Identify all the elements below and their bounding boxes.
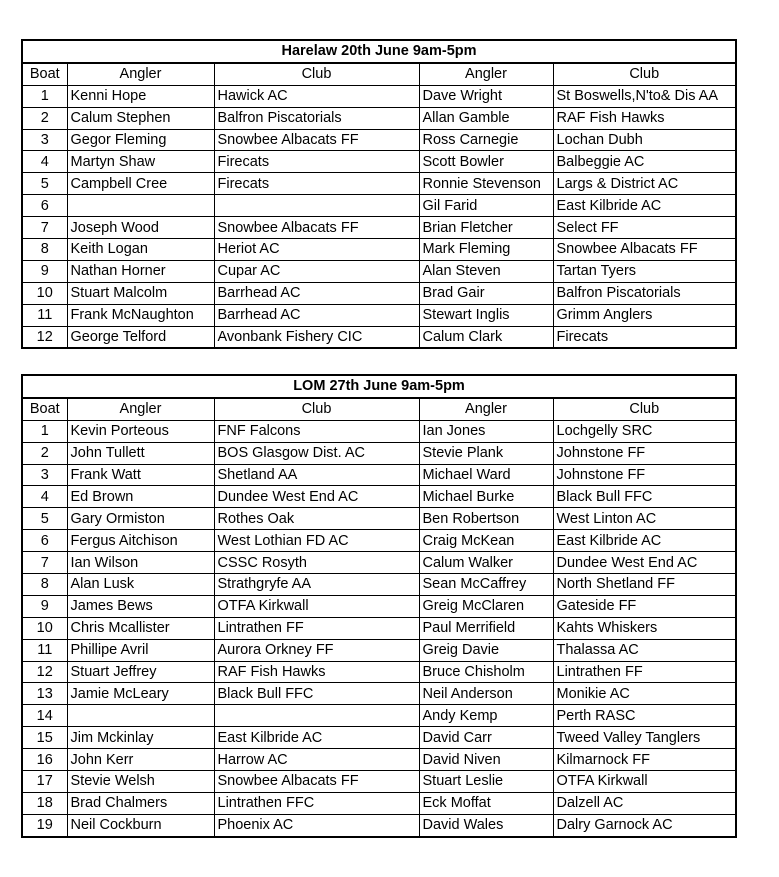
table-body [22,420,736,836]
club-cell: North Shetland FF [553,574,736,596]
angler-cell: Eck Moffat [419,792,553,814]
table-row [22,260,736,282]
club-cell: Kahts Whiskers [553,617,736,639]
column-header-club: Club [214,398,419,420]
table-row [22,107,736,129]
table-body [22,85,736,348]
angler-cell: Jim Mckinlay [67,727,214,749]
club-cell: Snowbee Albacats FF [214,771,419,793]
club-cell: OTFA Kirkwall [214,595,419,617]
boat-number-cell: 12 [22,326,67,348]
table-row [22,326,736,348]
angler-cell: Campbell Cree [67,173,214,195]
club-cell: Gateside FF [553,595,736,617]
angler-cell: Martyn Shaw [67,151,214,173]
boat-number-cell: 6 [22,530,67,552]
boat-number-cell: 4 [22,151,67,173]
table-row [22,239,736,261]
club-cell: Monikie AC [553,683,736,705]
table-row [22,552,736,574]
club-cell: East Kilbride AC [214,727,419,749]
table-row [22,195,736,217]
angler-cell: Scott Bowler [419,151,553,173]
angler-cell: Brad Chalmers [67,792,214,814]
table-row [22,574,736,596]
boat-number-cell: 8 [22,574,67,596]
boat-number-cell: 14 [22,705,67,727]
table-row [22,792,736,814]
table-row [22,442,736,464]
angler-cell: Neil Anderson [419,683,553,705]
harelaw-draw-table [21,39,737,349]
angler-cell: Stevie Plank [419,442,553,464]
table-row [22,151,736,173]
club-cell: St Boswells,N'to& Dis AA [553,85,736,107]
angler-cell: Bruce Chisholm [419,661,553,683]
club-cell: Barrhead AC [214,304,419,326]
angler-cell: Alan Lusk [67,574,214,596]
club-cell: Phoenix AC [214,814,419,836]
angler-cell [67,705,214,727]
angler-cell: Phillipe Avril [67,639,214,661]
club-cell: Tartan Tyers [553,260,736,282]
angler-cell: James Bews [67,595,214,617]
club-cell: CSSC Rosyth [214,552,419,574]
angler-cell: Gil Farid [419,195,553,217]
table-row [22,304,736,326]
club-cell: Avonbank Fishery CIC [214,326,419,348]
club-cell: Largs & District AC [553,173,736,195]
club-cell: Balfron Piscatorials [553,282,736,304]
club-cell: Firecats [214,151,419,173]
club-cell: East Kilbride AC [553,195,736,217]
club-cell: Shetland AA [214,464,419,486]
table-row [22,282,736,304]
club-cell: Lochan Dubh [553,129,736,151]
angler-cell: Greig McClaren [419,595,553,617]
angler-cell: Craig McKean [419,530,553,552]
angler-cell: Frank Watt [67,464,214,486]
angler-cell: Dave Wright [419,85,553,107]
club-cell: Firecats [214,173,419,195]
angler-cell: Stewart Inglis [419,304,553,326]
club-cell: East Kilbride AC [553,530,736,552]
table-row [22,617,736,639]
angler-cell: Ross Carnegie [419,129,553,151]
boat-number-cell: 17 [22,771,67,793]
table-title: LOM 27th June 9am-5pm [22,375,736,398]
table-title: Harelaw 20th June 9am-5pm [22,40,736,63]
club-cell: OTFA Kirkwall [553,771,736,793]
angler-cell: Gary Ormiston [67,508,214,530]
angler-cell: Frank McNaughton [67,304,214,326]
angler-cell: Kenni Hope [67,85,214,107]
club-cell: Dalry Garnock AC [553,814,736,836]
angler-cell: Stevie Welsh [67,771,214,793]
club-cell [214,705,419,727]
boat-number-cell: 10 [22,617,67,639]
angler-cell: Michael Ward [419,464,553,486]
angler-cell: Nathan Horner [67,260,214,282]
club-cell: West Lothian FD AC [214,530,419,552]
column-header-boat: Boat [22,398,67,420]
column-header-angler: Angler [67,63,214,85]
table-row [22,661,736,683]
table-row [22,464,736,486]
lom-draw-table [21,374,737,838]
club-cell: FNF Falcons [214,420,419,442]
angler-cell: David Carr [419,727,553,749]
club-cell: Cupar AC [214,260,419,282]
angler-cell: Stuart Malcolm [67,282,214,304]
table-row [22,173,736,195]
angler-cell: Ed Brown [67,486,214,508]
table-row [22,129,736,151]
boat-number-cell: 6 [22,195,67,217]
club-cell: Select FF [553,217,736,239]
club-cell [214,195,419,217]
angler-cell: Neil Cockburn [67,814,214,836]
angler-cell: David Wales [419,814,553,836]
angler-cell: Calum Walker [419,552,553,574]
club-cell: Lintrathen FF [553,661,736,683]
table-row [22,420,736,442]
club-cell: Hawick AC [214,85,419,107]
table-row [22,85,736,107]
club-cell: Lintrathen FF [214,617,419,639]
club-cell: Johnstone FF [553,442,736,464]
angler-cell: Joseph Wood [67,217,214,239]
angler-cell: Ian Wilson [67,552,214,574]
angler-cell: Stuart Jeffrey [67,661,214,683]
angler-cell: John Kerr [67,749,214,771]
column-header-boat: Boat [22,63,67,85]
club-cell: Barrhead AC [214,282,419,304]
club-cell: Dundee West End AC [214,486,419,508]
boat-number-cell: 5 [22,173,67,195]
boat-number-cell: 1 [22,85,67,107]
boat-number-cell: 8 [22,239,67,261]
club-cell: Harrow AC [214,749,419,771]
column-header-club: Club [553,63,736,85]
club-cell: Strathgryfe AA [214,574,419,596]
column-header-club: Club [553,398,736,420]
boat-number-cell: 2 [22,107,67,129]
boat-number-cell: 3 [22,464,67,486]
club-cell: Firecats [553,326,736,348]
club-cell: Heriot AC [214,239,419,261]
angler-cell: Sean McCaffrey [419,574,553,596]
angler-cell: Mark Fleming [419,239,553,261]
boat-number-cell: 12 [22,661,67,683]
angler-cell: Ben Robertson [419,508,553,530]
boat-number-cell: 15 [22,727,67,749]
angler-cell: Chris Mcallister [67,617,214,639]
angler-cell: Kevin Porteous [67,420,214,442]
table-row [22,530,736,552]
table-row [22,486,736,508]
table-row [22,683,736,705]
table-row [22,595,736,617]
angler-cell: Keith Logan [67,239,214,261]
club-cell: Johnstone FF [553,464,736,486]
club-cell: Black Bull FFC [214,683,419,705]
angler-cell: Brian Fletcher [419,217,553,239]
boat-number-cell: 18 [22,792,67,814]
table-row [22,639,736,661]
column-header-angler: Angler [67,398,214,420]
club-cell: Thalassa AC [553,639,736,661]
boat-number-cell: 3 [22,129,67,151]
club-cell: Snowbee Albacats FF [553,239,736,261]
boat-number-cell: 11 [22,304,67,326]
boat-number-cell: 13 [22,683,67,705]
angler-cell: David Niven [419,749,553,771]
boat-number-cell: 11 [22,639,67,661]
boat-number-cell: 9 [22,595,67,617]
angler-cell: Andy Kemp [419,705,553,727]
angler-cell: Calum Clark [419,326,553,348]
club-cell: Lochgelly SRC [553,420,736,442]
angler-cell: George Telford [67,326,214,348]
club-cell: RAF Fish Hawks [553,107,736,129]
club-cell: Dundee West End AC [553,552,736,574]
boat-number-cell: 2 [22,442,67,464]
table-row [22,508,736,530]
table-row [22,727,736,749]
boat-number-cell: 16 [22,749,67,771]
club-cell: Rothes Oak [214,508,419,530]
club-cell: Balbeggie AC [553,151,736,173]
angler-cell: Alan Steven [419,260,553,282]
column-header-angler: Angler [419,63,553,85]
boat-number-cell: 5 [22,508,67,530]
club-cell: Black Bull FFC [553,486,736,508]
boat-number-cell: 7 [22,217,67,239]
angler-cell: Paul Merrifield [419,617,553,639]
table-row [22,705,736,727]
angler-cell: Brad Gair [419,282,553,304]
club-cell: Dalzell AC [553,792,736,814]
club-cell: Snowbee Albacats FF [214,217,419,239]
angler-cell: Jamie McLeary [67,683,214,705]
boat-number-cell: 9 [22,260,67,282]
boat-number-cell: 19 [22,814,67,836]
club-cell: Balfron Piscatorials [214,107,419,129]
club-cell: Grimm Anglers [553,304,736,326]
column-header-club: Club [214,63,419,85]
boat-number-cell: 4 [22,486,67,508]
club-cell: Lintrathen FFC [214,792,419,814]
angler-cell: John Tullett [67,442,214,464]
angler-cell: Calum Stephen [67,107,214,129]
angler-cell: Allan Gamble [419,107,553,129]
angler-cell: Fergus Aitchison [67,530,214,552]
angler-cell: Gegor Fleming [67,129,214,151]
table-row [22,217,736,239]
table-row [22,771,736,793]
boat-number-cell: 10 [22,282,67,304]
club-cell: Kilmarnock FF [553,749,736,771]
club-cell: Aurora Orkney FF [214,639,419,661]
club-cell: West Linton AC [553,508,736,530]
table-row [22,814,736,836]
boat-number-cell: 1 [22,420,67,442]
angler-cell: Ronnie Stevenson [419,173,553,195]
club-cell: Snowbee Albacats FF [214,129,419,151]
club-cell: RAF Fish Hawks [214,661,419,683]
angler-cell [67,195,214,217]
column-header-angler: Angler [419,398,553,420]
angler-cell: Michael Burke [419,486,553,508]
club-cell: BOS Glasgow Dist. AC [214,442,419,464]
club-cell: Tweed Valley Tanglers [553,727,736,749]
table-row [22,749,736,771]
angler-cell: Greig Davie [419,639,553,661]
angler-cell: Stuart Leslie [419,771,553,793]
club-cell: Perth RASC [553,705,736,727]
boat-number-cell: 7 [22,552,67,574]
angler-cell: Ian Jones [419,420,553,442]
